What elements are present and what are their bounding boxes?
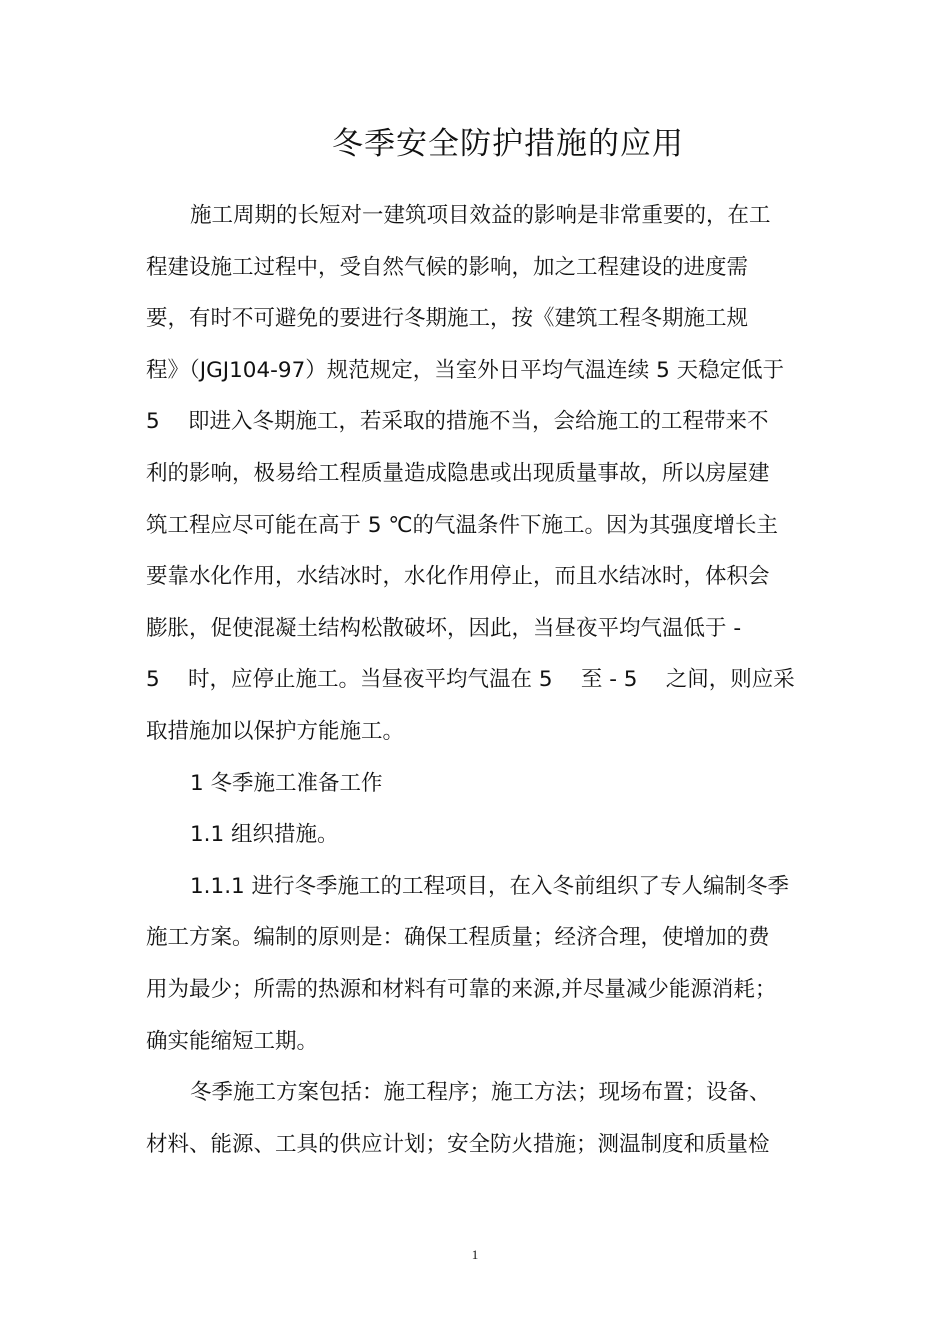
text-line: 要靠水化作用，水结冰时，水化作用停止，而且水结冰时，体积会 [146, 564, 770, 590]
text-line: 1.1.1 进行冬季施工的工程项目，在入冬前组织了专人编制冬季 [190, 873, 790, 899]
text-line: 5 即进入冬期施工，若采取的措施不当，会给施工的工程带来不 [146, 409, 769, 435]
text-line: 利的影响，极易给工程质量造成隐患或出现质量事故，所以房屋建 [146, 460, 770, 486]
text-line: 冬季施工方案包括：施工程序；施工方法；现场布置；设备、 [190, 1080, 771, 1106]
section-heading: 1 冬季施工准备工作 [190, 770, 383, 796]
subsection-heading: 1.1 组织措施。 [190, 822, 339, 848]
text-line: 程建设施工过程中，受自然气候的影响，加之工程建设的进度需 [146, 254, 749, 280]
text-line: 施工方案。编制的原则是：确保工程质量；经济合理，使增加的费 [146, 925, 770, 951]
text-line: 确实能缩短工期。 [146, 1028, 319, 1054]
text-line: 程》（JGJ104-97）规范规定，当室外日平均气温连续 5 天稳定低于 [146, 357, 785, 383]
text-line: 膨胀，促使混凝土结构松散破坏，因此，当昼夜平均气温低于 - [146, 615, 742, 641]
text-line: 施工周期的长短对一建筑项目效益的影响是非常重要的，在工 [190, 203, 771, 228]
text-line: 5 时，应停止施工。当昼夜平均气温在 5 至 - 5 之间，则应采 [146, 667, 795, 693]
text-line: 取措施加以保护方能施工。 [146, 718, 405, 744]
page-number: 1 [471, 1247, 479, 1262]
text-line: 筑工程应尽可能在高于 5 ℃的气温条件下施工。因为其强度增长主 [146, 512, 778, 538]
text-line: 要，有时不可避免的要进行冬期施工，按《建筑工程冬期施工规 [146, 306, 749, 332]
text-line: 用为最少；所需的热源和材料有可靠的来源,并尽量减少能源消耗； [146, 976, 777, 1002]
text-line: 材料、能源、工具的供应计划；安全防火措施；测温制度和质量检 [146, 1131, 770, 1157]
document-body [146, 190, 806, 1170]
document-title: 冬季安全防护措施的应用 [332, 126, 684, 162]
